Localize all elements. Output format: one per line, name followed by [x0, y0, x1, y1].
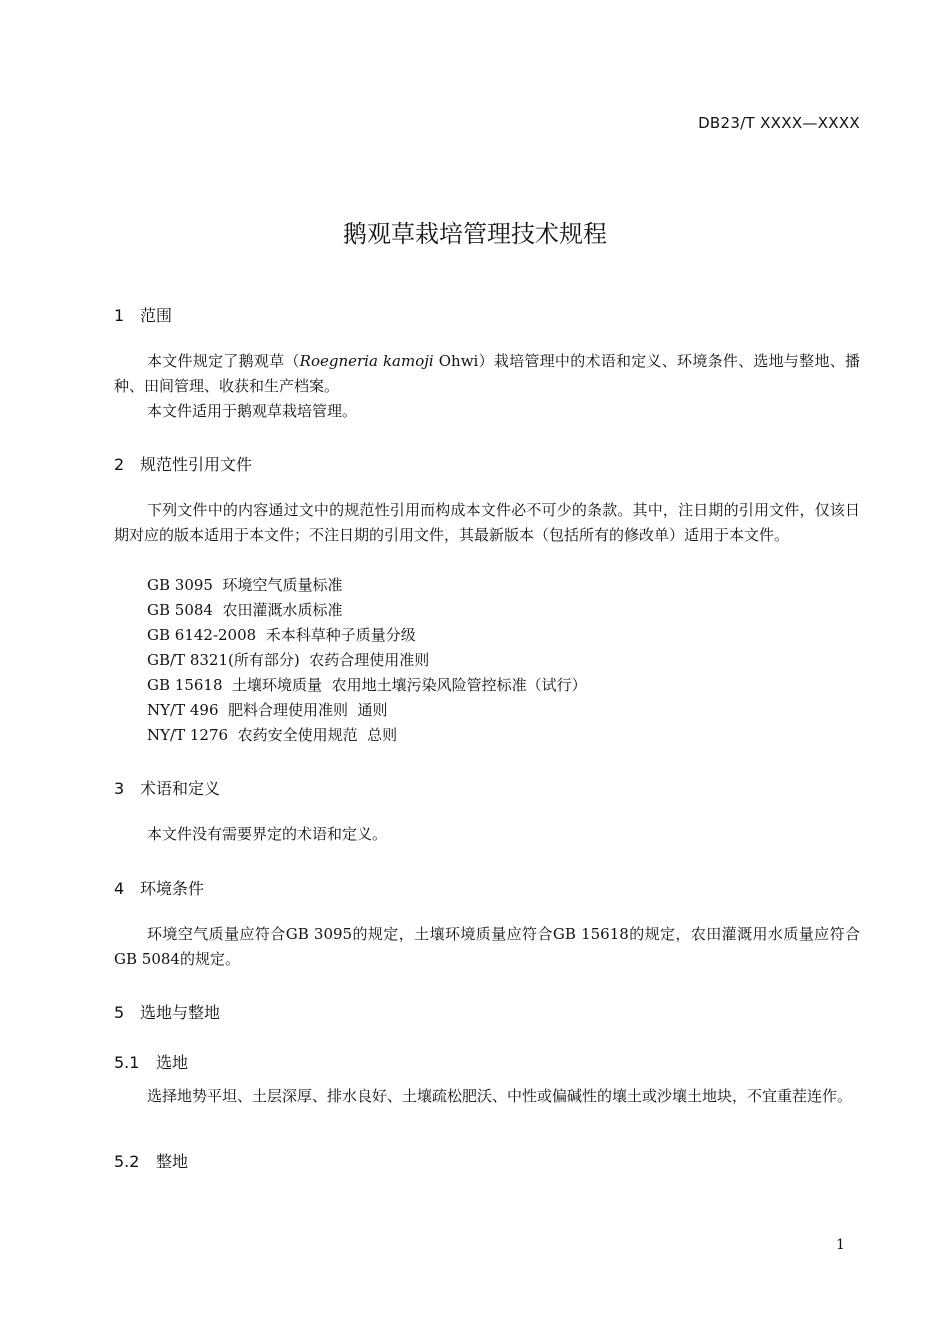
- section-5-2-heading: [114, 1149, 188, 1172]
- section-3-paragraph-1: 本文件没有需要界定的术语和定义。: [147, 825, 388, 843]
- reference-item: GB 6142-2008 禾本科草种子质量分级: [147, 626, 416, 644]
- section-title: 环境条件: [140, 879, 205, 898]
- section-number: 4: [114, 879, 125, 898]
- reference-item: GB/T 8321(所有部分) 农药合理使用准则: [147, 651, 430, 669]
- section-number: 5.1: [114, 1053, 140, 1072]
- section-5-heading: [114, 1000, 220, 1023]
- section-4-heading: [114, 876, 204, 899]
- reference-item: NY/T 1276 农药安全使用规范 总则: [147, 726, 398, 744]
- section-number: 1: [114, 306, 125, 325]
- section-4-paragraph-1: 环境空气质量应符合GB 3095的规定，土壤环境质量应符合GB 15618的规定，农田灌溉用水质量应符合GB 5084的规定。: [114, 925, 860, 968]
- section-title: 整地: [156, 1152, 189, 1171]
- reference-item: GB 5084 农田灌溉水质标准: [147, 601, 343, 619]
- section-1-paragraph-1: [114, 349, 860, 399]
- latin-name: Roegneria kamoji: [299, 352, 434, 370]
- section-title: 范围: [140, 306, 173, 325]
- section-number: 5.2: [114, 1152, 140, 1171]
- section-title: 术语和定义: [140, 779, 221, 798]
- section-title: 规范性引用文件: [140, 455, 253, 474]
- section-1-paragraph-2: 本文件适用于鹅观草栽培管理。: [147, 402, 358, 420]
- document-code: DB23/T XXXX—XXXX: [698, 114, 860, 132]
- section-5-1-heading: [114, 1050, 188, 1073]
- section-number: 5: [114, 1003, 125, 1022]
- section-5-1-paragraph-1: 选择地势平坦、土层深厚、排水良好、土壤疏松肥沃、中性或偏碱性的壤土或沙壤土地块，不宜重茬连作。: [147, 1087, 853, 1105]
- page-number: 1: [836, 1237, 845, 1253]
- reference-item: GB 15618 土壤环境质量 农用地土壤污染风险管控标准（试行）: [147, 676, 587, 694]
- text-run: 本文件规定了鹅观草（: [147, 352, 300, 370]
- reference-item: GB 3095 环境空气质量标准: [147, 576, 343, 594]
- document-title: 鹅观草栽培管理技术规程: [343, 220, 607, 248]
- reference-item: NY/T 496 肥料合理使用准则 通则: [147, 701, 388, 719]
- section-1-heading: [114, 303, 172, 326]
- section-2-paragraph-1: 下列文件中的内容通过文中的规范性引用而构成本文件必不可少的条款。其中，注日期的引用文件，仅该日期对应的版本适用于本文件；不注日期的引用文件，其最新版本（包括所有的修改单）适用于本文件。: [114, 501, 860, 544]
- section-2-heading: [114, 452, 252, 475]
- text-run: Ohwi）栽培管理中的术语和定义、环境条件、选地与整地、播种、田间管理、收获和生产档案。: [114, 352, 860, 395]
- section-3-heading: [114, 776, 220, 799]
- section-number: 3: [114, 779, 125, 798]
- section-number: 2: [114, 455, 125, 474]
- section-title: 选地与整地: [140, 1003, 221, 1022]
- section-title: 选地: [156, 1053, 189, 1072]
